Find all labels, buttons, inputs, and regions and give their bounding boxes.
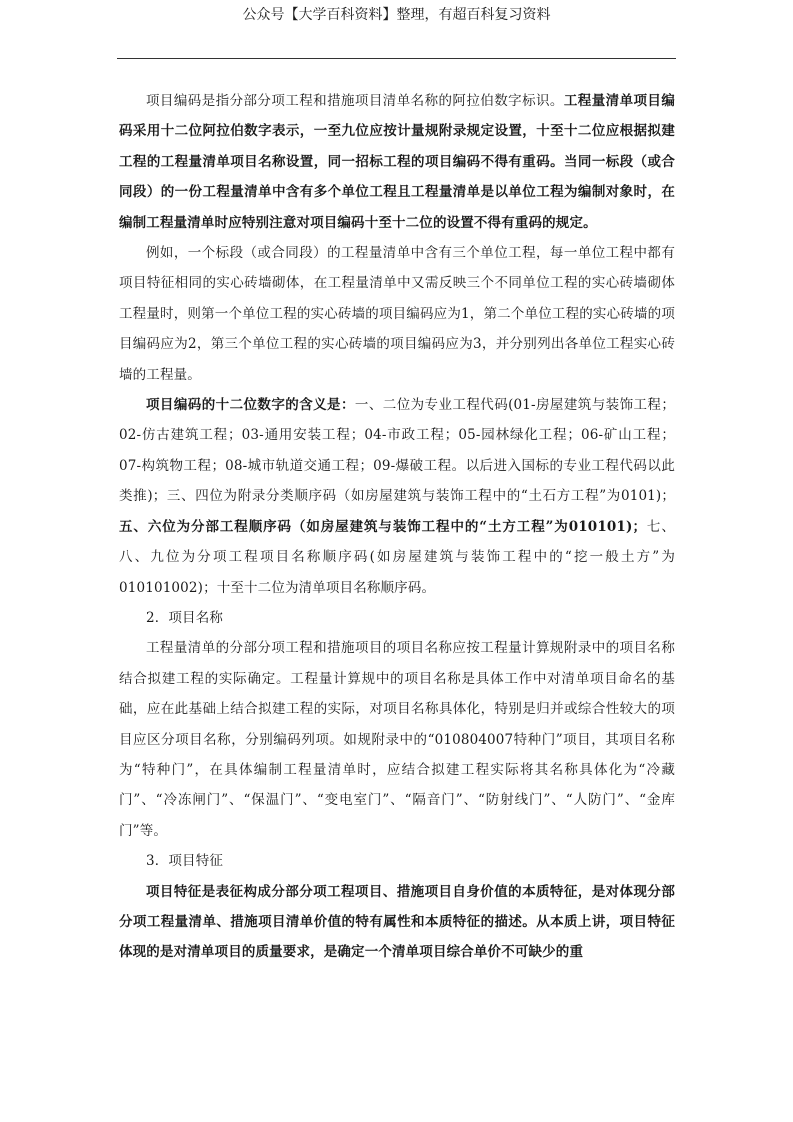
paragraph-item-name xyxy=(119,633,675,846)
bold-text: 工程量清单项目编码采用十二位阿拉伯数字表示，一至九位应按计量规附录规定设置，十至十二位应根据拟建工程的工程量清单项目名称设置，同一招标工程的项目编码不得有重码。当同一标段（或合同段）的一份工程量清单中含有多个单位工程且工程量清单是以单位工程为编制对象时，在编制工程量清单时应特别注意对项目编码十至十二位的设置不得有重码的规定。 xyxy=(119,93,676,231)
paragraph-code-meaning xyxy=(119,390,675,603)
paragraph-item-code xyxy=(119,86,675,238)
section-heading: 3．项目特征 xyxy=(146,853,223,870)
section-heading-item-feature xyxy=(119,846,675,876)
document-body xyxy=(119,86,675,968)
section-heading-item-name xyxy=(119,603,675,633)
paragraph-text: 工程量清单的分部分项工程和措施项目的项目名称应按工程量计算规附录中的项目名称结合拟建工程的实际确定。工程量计算规中的项目名称是具体工作中对清单项目命名的基础，应在此基础上结合拟建工程的实际，对项目名称具体化，特别是归并或综合性较大的项目应区分项目名称，分别编码列项。如规附录中的“010804007特种门”项目，其项目名称为“特种门”，在具体编制工程量清单时，应结合拟建工程实际将其名称具体化为“冷藏门”、“冷冻闸门”、“保温门”、“变电室门”、“隔音门”、“防射线门”、“人防门”、“金库门”等。 xyxy=(119,640,675,839)
bold-text: 项目编码的十二位数字的含义是： xyxy=(146,397,355,414)
bold-text: 项目特征是表征构成分部分项工程项目、措施项目自身价值的本质特征，是对体现分部分项工程量清单、措施项目清单价值的特有属性和本质特征的描述。从本质上讲，项目特征体现的是对清单项目的质量要求，是确定一个清单项目综合单价不可缺少的重 xyxy=(119,883,675,961)
header-divider xyxy=(117,58,676,59)
paragraph-text: 一、二位为专业工程代码(01-房屋建筑与装饰工程；02-仿古建筑工程；03-通用安装工程；04-市政工程；05-园林绿化工程；06-矿山工程；07-构筑物工程；08-城市轨道交通工程；09-爆破工程。以后进入国标的专业工程代码以此类推)；三、四位为附录分类顺序码（如房屋建筑与装饰工程中的“土石方工程”为0101)； xyxy=(119,397,676,505)
paragraph-example xyxy=(119,238,675,390)
section-heading: 2．项目名称 xyxy=(146,609,223,626)
paragraph-text: 项目编码是指分部分项工程和措施项目清单名称的阿拉伯数字标识。 xyxy=(146,93,564,109)
paragraph-text: 例如，一个标段（或合同段）的工程量清单中含有三个单位工程，每一单位工程中都有项目特征相同的实心砖墙砌体，在工程量清单中又需反映三个不同单位工程的实心砖墙砌体工程量时，则第一个单位工程的实心砖墙的项目编码应为1，第二个单位工程的实心砖墙的项目编码应为2，第三个单位工程的实心砖墙的项目编码应为3，并分别列出各单位工程实心砖墙的工程量。 xyxy=(119,245,675,383)
bold-text: 五、六位为分部工程顺序码（如房屋建筑与装饰工程中的“土方工程”为010101)； xyxy=(119,518,647,535)
page-header: 公众号【大学百科资料】整理，有超百科复习资料 xyxy=(242,7,551,23)
paragraph-text: 七、八、九位为分项工程项目名称顺序码(如房屋建筑与装饰工程中的“挖一般土方”为010101002)；十至十二位为清单项目名称顺序码。 xyxy=(119,518,675,596)
paragraph-item-feature xyxy=(119,877,675,968)
